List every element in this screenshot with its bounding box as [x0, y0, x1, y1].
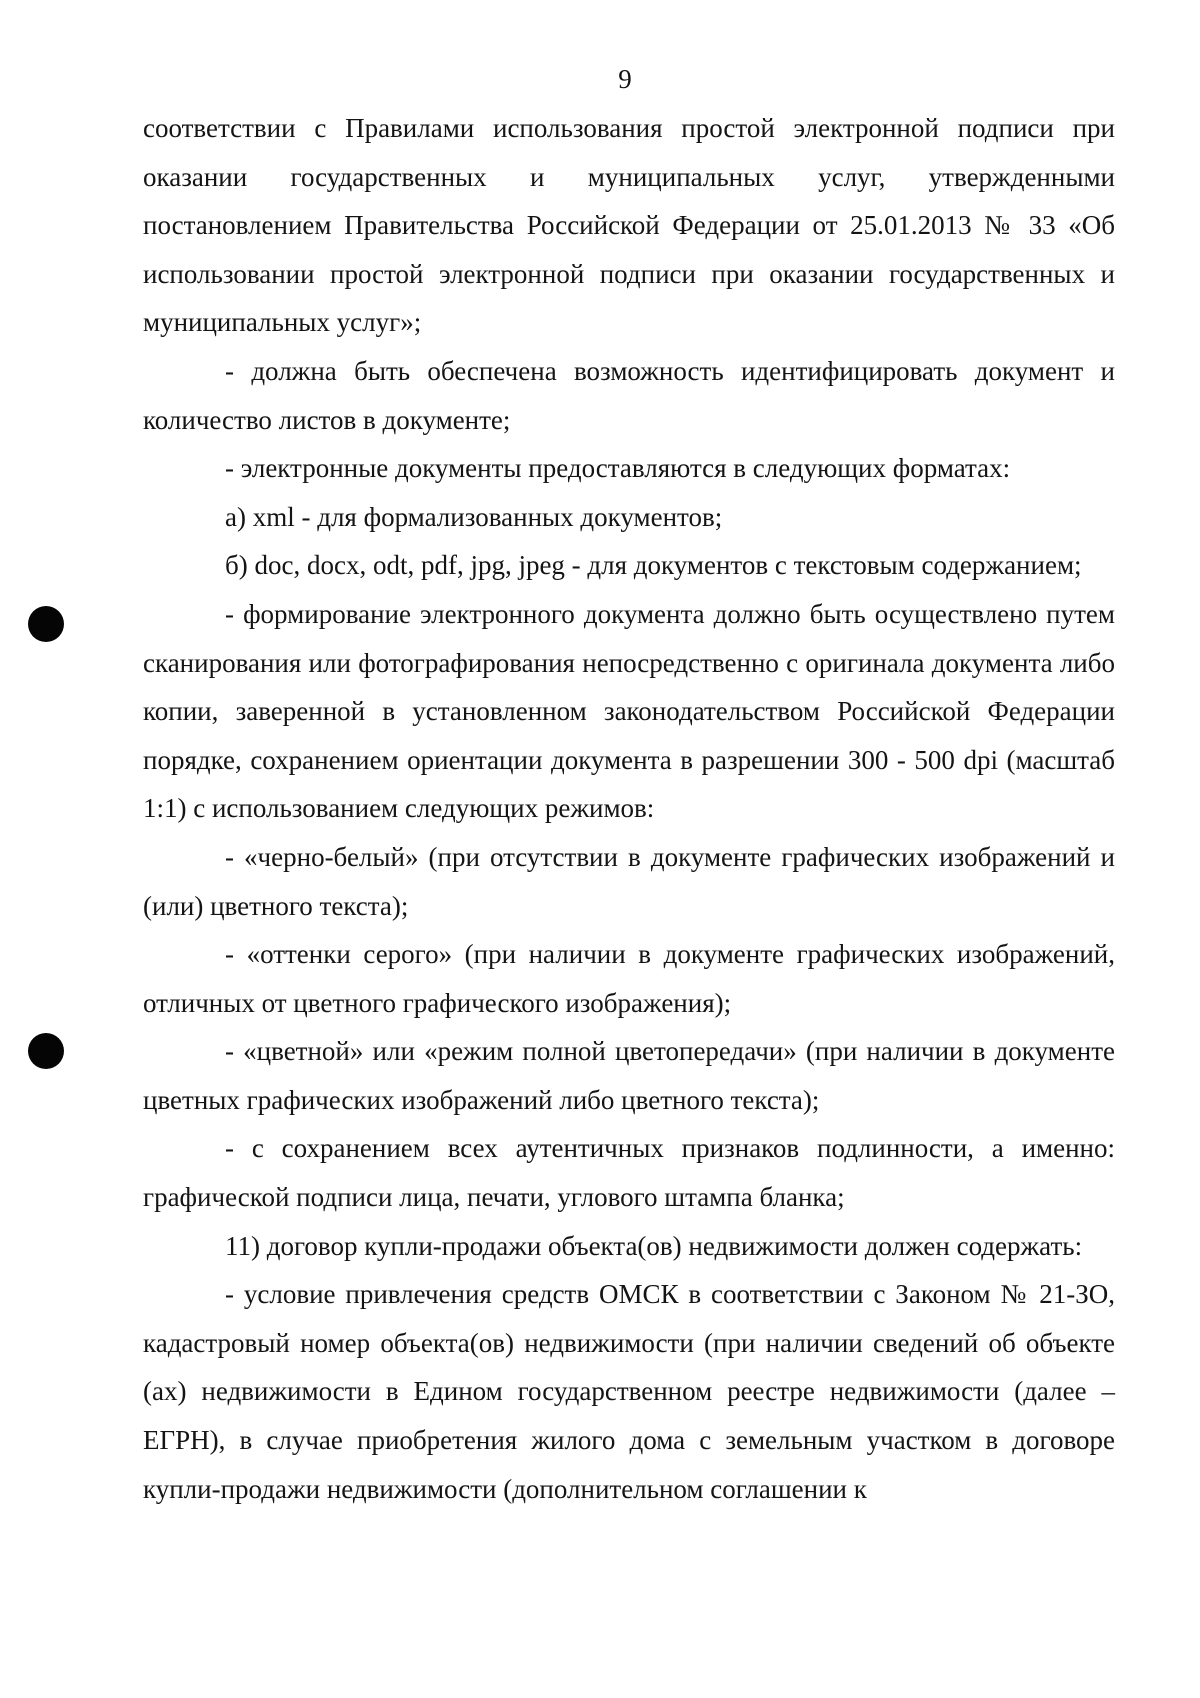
paragraph-authenticity-signs: - с сохранением всех аутентичных признаков подлинности, а именно: графической подписи лица, печати, углового штампа бланка;	[143, 1133, 1115, 1213]
paragraph-mode-color: - «цветной» или «режим полной цветопередачи» (при наличии в документе цветных графических изображений либо цветного текста);	[143, 1036, 1115, 1115]
paragraph-continuation-simple-signature: соответствии с Правилами использования простой электронной подписи при оказании государственных и муниципальных услуг, утвержденными постановлением Правительства Российской Федерации от 25.01.2013 № 33 «Об использовании простой электронной подписи при оказании государственных и муниципальных услуг»;	[143, 113, 1115, 338]
paragraph-mode-grayscale: - «оттенки серого» (при наличии в документе графических изображений, отличных от цветного графического изображения);	[143, 939, 1115, 1018]
paragraph-identify-document: - должна быть обеспечена возможность идентифицировать документ и количество листов в документе;	[143, 355, 1115, 435]
paragraph-format-xml: а) xml - для формализованных документов;	[225, 501, 723, 532]
paragraph-omsk-funds-condition: - условие привлечения средств ОМСК в соответствии с Законом № 21-ЗО, кадастровый номер объекта(ов) недвижимости (при наличии сведений об объекте (ах) недвижимости в Едином государственном реестре недвижимости (далее – ЕГРН), в случае приобретения жилого дома с земельным участком в договоре купли-продажи недвижимости (дополнительном соглашении к	[143, 1279, 1115, 1504]
paragraph-format-text-docs: б) doc, docx, odt, pdf, jpg, jpeg - для документов с текстовым содержанием;	[225, 550, 1082, 581]
paragraph-item-11-contract: 11) договор купли-продажи объекта(ов) недвижимости должен содержать:	[225, 1230, 1083, 1261]
paragraph-scanning-requirements: - формирование электронного документа должно быть осуществлено путем сканирования или фотографирования непосредственно с оригинала документа либо копии, заверенной в установленном законодательством Российской Федерации порядке, сохранением ориентации документа в разрешении 300 - 500 dpi (масштаб 1:1) с использованием следующих режимов:	[143, 598, 1115, 824]
document-body	[143, 104, 1115, 1513]
punch-hole-mark	[28, 606, 64, 642]
paragraph-mode-black-white: - «черно-белый» (при отсутствии в документе графических изображений и (или) цветного текста);	[143, 841, 1115, 921]
page-number: 9	[618, 64, 632, 94]
paragraph-formats-intro: - электронные документы предоставляются в следующих форматах:	[225, 453, 1011, 484]
punch-hole-mark	[28, 1033, 64, 1069]
